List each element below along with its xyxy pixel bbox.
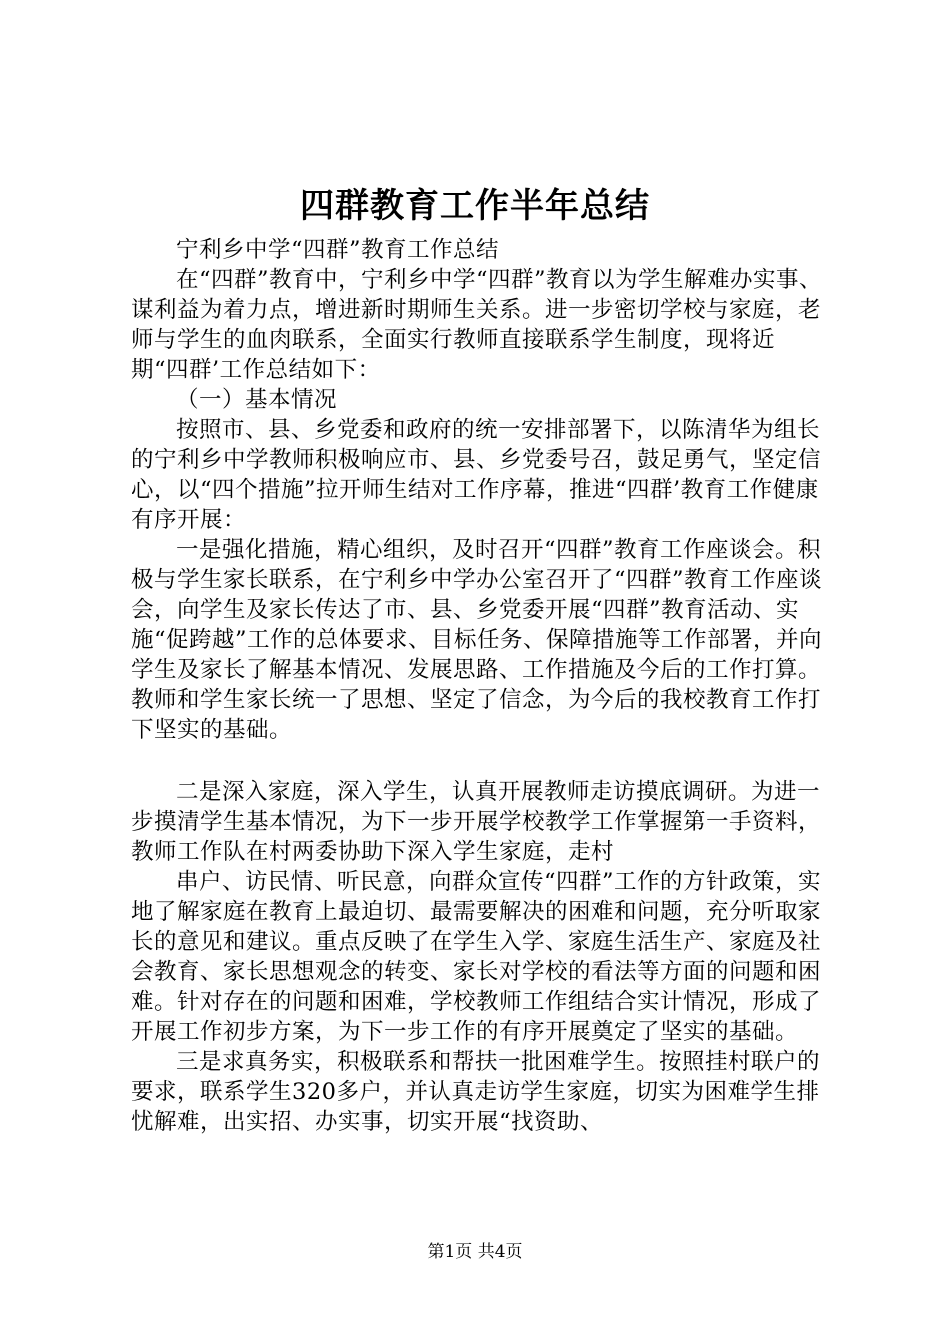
body-paragraph: 三是求真务实，积极联系和帮扶一批困难学生。按照挂村联户的要求，联系学生320多户，并认真走访学生家庭，切实为困难学生排忧解难，出实招、办实事，切实开展“找资助、 bbox=[131, 1049, 821, 1135]
document-title: 四群教育工作半年总结 bbox=[300, 186, 650, 226]
document-body bbox=[131, 235, 831, 1137]
subtitle-paragraph: 宁利乡中学“四群”教育工作总结 bbox=[176, 237, 500, 263]
body-paragraph: 按照市、县、乡党委和政府的统一安排部署下，以陈清华为组长的宁利乡中学教师积极响应市、县、乡党委号召，鼓足勇气，坚定信心，以“四个措施”拉开师生结对工作序幕，推进“四群’教育工作健康有序开展： bbox=[131, 417, 822, 533]
page-number-footer: 第1页 共4页 bbox=[427, 1242, 523, 1262]
section-heading: （一）基本情况 bbox=[176, 387, 338, 413]
body-paragraph: 二是深入家庭，深入学生，认真开展教师走访摸底调研。为进一步摸清学生基本情况，为下一步开展学校教学工作掌握第一手资料，教师工作队在村两委协助下深入学生家庭，走村 bbox=[131, 779, 822, 865]
body-paragraph: 一是强化措施，精心组织，及时召开“四群”教育工作座谈会。积极与学生家长联系，在宁利乡中学办公室召开了“四群”教育工作座谈会，向学生及家长传达了市、县、乡党委开展“四群”教育活动、实施“促跨越”工作的总体要求、目标任务、保障措施等工作部署，并向学生及家长了解基本情况、发展思路、工作措施及今后的工作打算。教师和学生家长统一了思想、坚定了信念，为今后的我校教育工作打下坚实的基础。 bbox=[131, 537, 823, 743]
body-paragraph: 串户、访民情、听民意，向群众宣传“四群”工作的方针政策，实地了解家庭在教育上最迫切、最需要解决的困难和问题，充分听取家长的意见和建议。重点反映了在学生入学、家庭生活生产、家庭及社会教育、家长思想观念的转变、家长对学校的看法等方面的问题和困难。针对存在的问题和困难，学校教师工作组结合实计情况，形成了开展工作初步方案，为下一步工作的有序开展奠定了坚实的基础。 bbox=[131, 869, 822, 1045]
intro-paragraph: 在“四群”教育中，宁利乡中学“四群”教育以为学生解难办实事、谋利益为着力点，增进新时期师生关系。进一步密切学校与家庭，老师与学生的血肉联系，全面实行教师直接联系学生制度，现将近期“四群’工作总结如下： bbox=[131, 267, 823, 383]
